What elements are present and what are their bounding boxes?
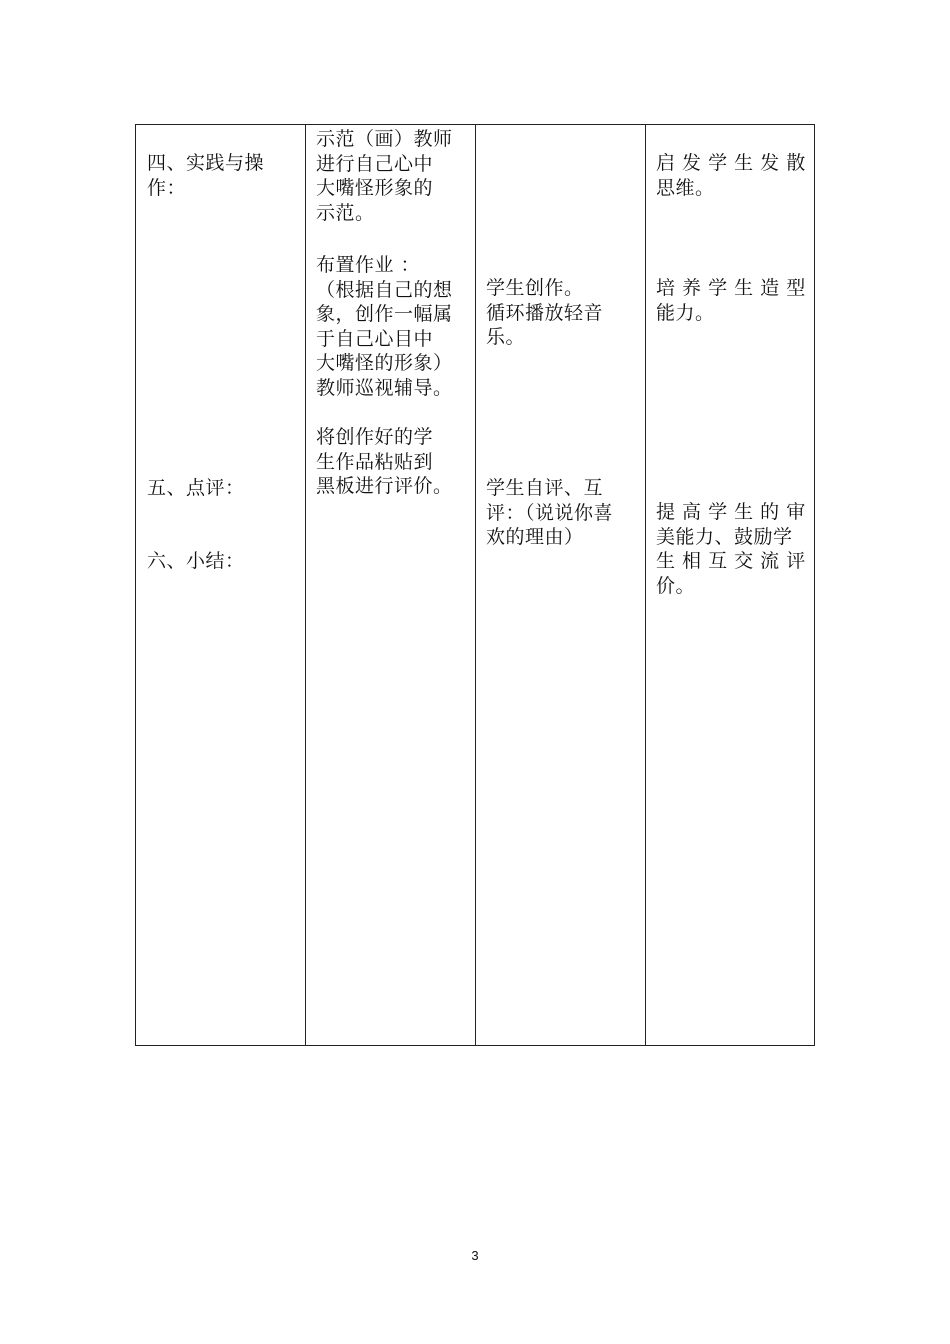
step-summary-label: 六、小结： bbox=[147, 550, 245, 572]
step-review-label: 五、点评： bbox=[147, 477, 245, 499]
column-divider-3 bbox=[645, 125, 646, 1045]
student-evaluate-text: 学生自评、互 评：（说说你喜 欢的理由） bbox=[486, 477, 614, 548]
teacher-paste-text: 将创作好的学 生作品粘贴到 黑板进行评价。 bbox=[316, 426, 453, 497]
intent-modeling-text: 培 养 学 生 造 型 能力。 bbox=[656, 277, 806, 324]
intent-aesthetic-text: 提 高 学 生 的 审 美能力、鼓励学 生 相 互 交 流 评 价。 bbox=[656, 501, 806, 597]
step-practice-label: 四、实践与操 作： bbox=[147, 152, 265, 199]
column-divider-2 bbox=[475, 125, 476, 1045]
column-divider-1 bbox=[305, 125, 306, 1045]
page-number: 3 bbox=[471, 1248, 479, 1263]
intent-divergent-text: 启 发 学 生 发 散 思维。 bbox=[656, 152, 806, 199]
student-create-text: 学生创作。 循环播放轻音 乐。 bbox=[486, 277, 604, 348]
teacher-assignment-text: 布置作业 ： （根据自己的想 象，创作一幅属 于自己心目中 大嘴怪的形象） 教师巡视辅导。 bbox=[316, 254, 453, 399]
teacher-demo-text: 示范（画）教师 进行自己心中 大嘴怪形象的 示范。 bbox=[316, 128, 453, 224]
